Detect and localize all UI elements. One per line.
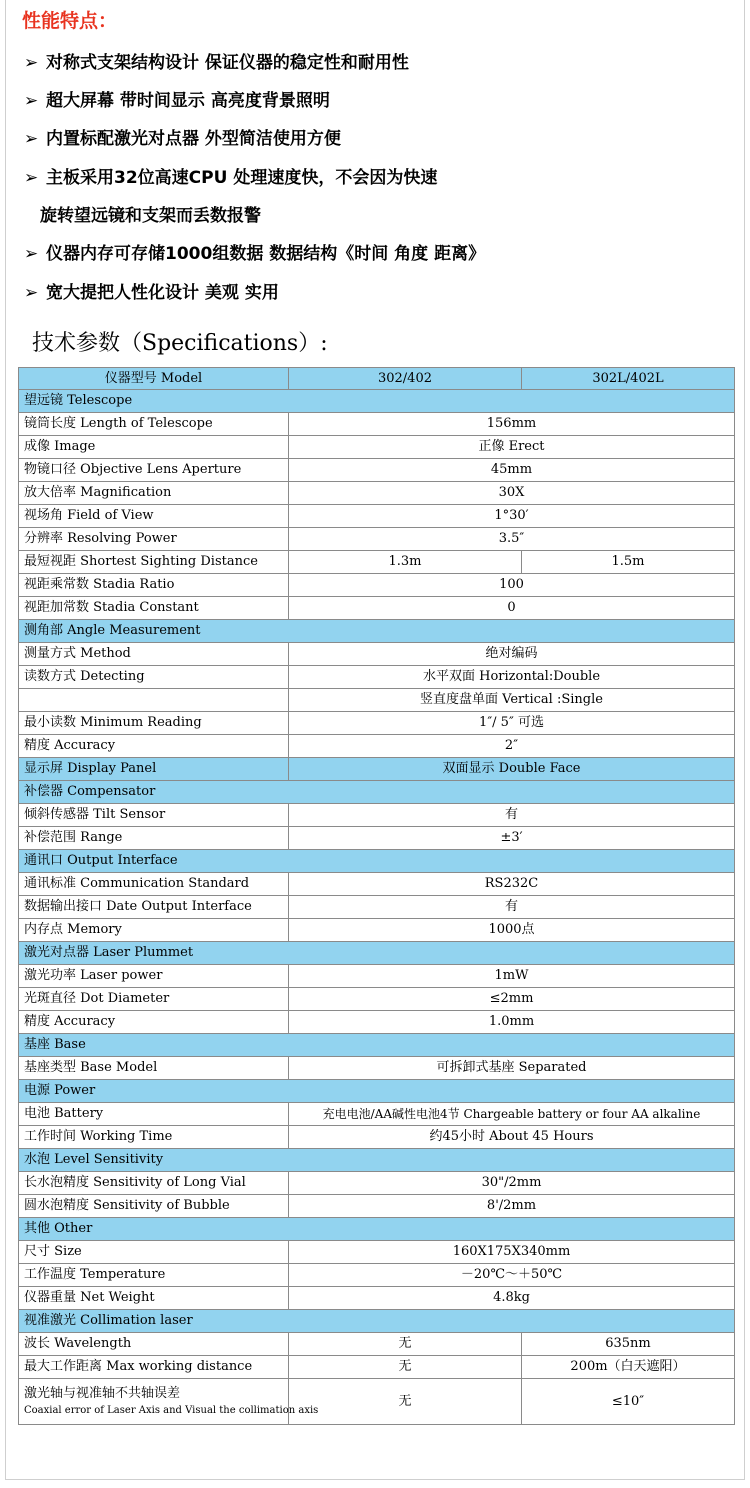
row-label: 尺寸 Size bbox=[19, 1241, 289, 1264]
row-value: 1.0mm bbox=[289, 1011, 735, 1034]
header-302l: 302L/402L bbox=[522, 368, 735, 390]
row-value: 30X bbox=[289, 482, 735, 505]
row-label: 波长 Wavelength bbox=[19, 1333, 289, 1356]
table-row bbox=[19, 1126, 735, 1149]
arrow-icon: ➢ bbox=[24, 129, 39, 149]
table-row bbox=[19, 1195, 735, 1218]
section-power: 电源 Power bbox=[19, 1080, 735, 1103]
table-row bbox=[19, 436, 735, 459]
spec-table bbox=[18, 367, 735, 1425]
table-row bbox=[19, 413, 735, 436]
row-value: 水平双面 Horizontal:Double bbox=[289, 666, 735, 689]
table-row bbox=[19, 1333, 735, 1356]
table-row bbox=[19, 827, 735, 850]
spec-title: 技术参数（Specifications）: bbox=[32, 331, 328, 356]
feature-text: 主板采用32位高速CPU 处理速度快，不会因为快速 bbox=[46, 168, 438, 188]
table-row bbox=[19, 1057, 735, 1080]
row-label: 精度 Accuracy bbox=[19, 735, 289, 758]
row-label: 最小读数 Minimum Reading bbox=[19, 712, 289, 735]
table-row bbox=[19, 689, 735, 712]
table-row bbox=[19, 1241, 735, 1264]
arrow-icon: ➢ bbox=[24, 283, 39, 303]
feature-text: 仪器内存可存储1000组数据 数据结构《时间 角度 距离》 bbox=[46, 244, 486, 264]
row-value-302l: 1.5m bbox=[522, 551, 735, 574]
feature-text: 超大屏幕 带时间显示 高亮度背景照明 bbox=[46, 91, 330, 111]
table-row bbox=[19, 965, 735, 988]
section-level: 水泡 Level Sensitivity bbox=[19, 1149, 735, 1172]
section-row bbox=[19, 1080, 735, 1103]
row-value: 45mm bbox=[289, 459, 735, 482]
table-row bbox=[19, 1379, 735, 1425]
table-row bbox=[19, 505, 735, 528]
feature-text: 宽大提把人性化设计 美观 实用 bbox=[46, 283, 279, 303]
feature-item bbox=[24, 86, 330, 111]
row-value: 约45小时 About 45 Hours bbox=[289, 1126, 735, 1149]
row-value-302: 无 bbox=[289, 1379, 522, 1425]
table-row bbox=[19, 1356, 735, 1379]
row-label: 读数方式 Detecting bbox=[19, 666, 289, 689]
section-telescope: 望远镜 Telescope bbox=[19, 390, 735, 413]
features-title: 性能特点： bbox=[22, 10, 118, 32]
section-row bbox=[19, 390, 735, 413]
row-label: 最短视距 Shortest Sighting Distance bbox=[19, 551, 289, 574]
section-row bbox=[19, 942, 735, 965]
section-row bbox=[19, 781, 735, 804]
row-label: 最大工作距离 Max working distance bbox=[19, 1356, 289, 1379]
section-base: 基座 Base bbox=[19, 1034, 735, 1057]
row-value: 1°30′ bbox=[289, 505, 735, 528]
row-label: 光斑直径 Dot Diameter bbox=[19, 988, 289, 1011]
row-value: 100 bbox=[289, 574, 735, 597]
row-value: 0 bbox=[289, 597, 735, 620]
row-label: 分辨率 Resolving Power bbox=[19, 528, 289, 551]
row-label: 补偿范围 Range bbox=[19, 827, 289, 850]
row-value-302l: ≤10″ bbox=[522, 1379, 735, 1425]
row-value: ≤2mm bbox=[289, 988, 735, 1011]
section-row bbox=[19, 1218, 735, 1241]
row-label: 基座类型 Base Model bbox=[19, 1057, 289, 1080]
table-row bbox=[19, 735, 735, 758]
table-row bbox=[19, 1103, 735, 1126]
row-value: ±3′ bbox=[289, 827, 735, 850]
row-value: －20℃～＋50℃ bbox=[289, 1264, 735, 1287]
row-value: 30"/2mm bbox=[289, 1172, 735, 1195]
arrow-icon: ➢ bbox=[24, 168, 39, 188]
section-row bbox=[19, 620, 735, 643]
section-row bbox=[19, 1310, 735, 1333]
row-label: 镜筒长度 Length of Telescope bbox=[19, 413, 289, 436]
row-label bbox=[19, 1379, 319, 1425]
table-row bbox=[19, 1287, 735, 1310]
feature-item bbox=[24, 48, 409, 73]
section-row bbox=[19, 758, 735, 781]
section-other: 其他 Other bbox=[19, 1218, 735, 1241]
section-output: 通讯口 Output Interface bbox=[19, 850, 735, 873]
feature-item bbox=[24, 124, 341, 149]
header-model: 仪器型号 Model bbox=[19, 368, 289, 390]
row-value: 1mW bbox=[289, 965, 735, 988]
table-row bbox=[19, 528, 735, 551]
table-row bbox=[19, 988, 735, 1011]
table-row bbox=[19, 459, 735, 482]
row-label: 数据输出接口 Date Output Interface bbox=[19, 896, 289, 919]
feature-text: 内置标配激光对点器 外型简洁使用方便 bbox=[46, 129, 341, 149]
table-header-row bbox=[19, 368, 735, 390]
section-row bbox=[19, 1149, 735, 1172]
section-row bbox=[19, 850, 735, 873]
row-label: 视距乘常数 Stadia Ratio bbox=[19, 574, 289, 597]
row-value: 可拆卸式基座 Separated bbox=[289, 1057, 735, 1080]
table-row bbox=[19, 919, 735, 942]
section-angle: 测角部 Angle Measurement bbox=[19, 620, 735, 643]
row-value: 2″ bbox=[289, 735, 735, 758]
section-collimation: 视准激光 Collimation laser bbox=[19, 1310, 735, 1333]
row-label: 视场角 Field of View bbox=[19, 505, 289, 528]
row-value-302: 1.3m bbox=[289, 551, 522, 574]
table-row bbox=[19, 873, 735, 896]
feature-item bbox=[24, 163, 437, 188]
row-value: 正像 Erect bbox=[289, 436, 735, 459]
row-label: 视距加常数 Stadia Constant bbox=[19, 597, 289, 620]
row-value: 4.8kg bbox=[289, 1287, 735, 1310]
row-label: 物镜口径 Objective Lens Aperture bbox=[19, 459, 289, 482]
row-value-302: 无 bbox=[289, 1356, 522, 1379]
row-label: 测量方式 Method bbox=[19, 643, 289, 666]
row-label: 激光功率 Laser power bbox=[19, 965, 289, 988]
table-row bbox=[19, 551, 735, 574]
row-value: 160X175X340mm bbox=[289, 1241, 735, 1264]
arrow-icon: ➢ bbox=[24, 53, 39, 73]
table-row bbox=[19, 1011, 735, 1034]
row-value-302l: 200m（白天遮阳） bbox=[522, 1356, 735, 1379]
row-value: RS232C bbox=[289, 873, 735, 896]
row-label: 电池 Battery bbox=[19, 1103, 289, 1126]
section-laser: 激光对点器 Laser Plummet bbox=[19, 942, 735, 965]
table-row bbox=[19, 712, 735, 735]
row-value: 8'/2mm bbox=[289, 1195, 735, 1218]
row-label: 通讯标准 Communication Standard bbox=[19, 873, 289, 896]
row-label: 圆水泡精度 Sensitivity of Bubble bbox=[19, 1195, 289, 1218]
table-row bbox=[19, 482, 735, 505]
header-302: 302/402 bbox=[289, 368, 522, 390]
section-compensator: 补偿器 Compensator bbox=[19, 781, 735, 804]
row-label: 工作时间 Working Time bbox=[19, 1126, 289, 1149]
row-value: 有 bbox=[289, 896, 735, 919]
table-row bbox=[19, 643, 735, 666]
coaxial-label-cn: 激光轴与视准轴不共轴误差 bbox=[24, 1385, 181, 1401]
row-value: 156mm bbox=[289, 413, 735, 436]
row-label: 长水泡精度 Sensitivity of Long Vial bbox=[19, 1172, 289, 1195]
row-label-empty bbox=[19, 689, 289, 712]
feature-item-continued bbox=[40, 201, 261, 226]
row-label: 工作温度 Temperature bbox=[19, 1264, 289, 1287]
row-value: 绝对编码 bbox=[289, 643, 735, 666]
row-label: 倾斜传感器 Tilt Sensor bbox=[19, 804, 289, 827]
coaxial-label-en: Coaxial error of Laser Axis and Visual the collimation axis bbox=[24, 1404, 319, 1416]
section-row bbox=[19, 1034, 735, 1057]
section-display: 显示屏 Display Panel bbox=[19, 758, 289, 781]
table-row bbox=[19, 666, 735, 689]
feature-text: 对称式支架结构设计 保证仪器的稳定性和耐用性 bbox=[46, 53, 409, 73]
table-row bbox=[19, 1172, 735, 1195]
table-row bbox=[19, 597, 735, 620]
feature-text: 旋转望远镜和支架而丢数报警 bbox=[40, 206, 261, 226]
row-label: 仪器重量 Net Weight bbox=[19, 1287, 289, 1310]
feature-item bbox=[24, 278, 279, 303]
row-label: 放大倍率 Magnification bbox=[19, 482, 289, 505]
table-row bbox=[19, 896, 735, 919]
row-value: 1000点 bbox=[289, 919, 735, 942]
row-value-302l: 635nm bbox=[522, 1333, 735, 1356]
row-label: 内存点 Memory bbox=[19, 919, 289, 942]
row-value: 充电电池/AA碱性电池4节 Chargeable battery or four AA alkaline bbox=[289, 1103, 735, 1126]
row-value: 竖直度盘单面 Vertical :Single bbox=[289, 689, 735, 712]
row-value: 1″/ 5″ 可选 bbox=[289, 712, 735, 735]
row-value: 3.5″ bbox=[289, 528, 735, 551]
row-value: 双面显示 Double Face bbox=[289, 758, 735, 781]
table-row bbox=[19, 804, 735, 827]
row-value-302: 无 bbox=[289, 1333, 522, 1356]
table-row bbox=[19, 1264, 735, 1287]
row-value: 有 bbox=[289, 804, 735, 827]
arrow-icon: ➢ bbox=[24, 91, 39, 111]
row-label: 成像 Image bbox=[19, 436, 289, 459]
arrow-icon: ➢ bbox=[24, 244, 39, 264]
row-label: 精度 Accuracy bbox=[19, 1011, 289, 1034]
feature-item bbox=[24, 239, 485, 264]
table-row bbox=[19, 574, 735, 597]
